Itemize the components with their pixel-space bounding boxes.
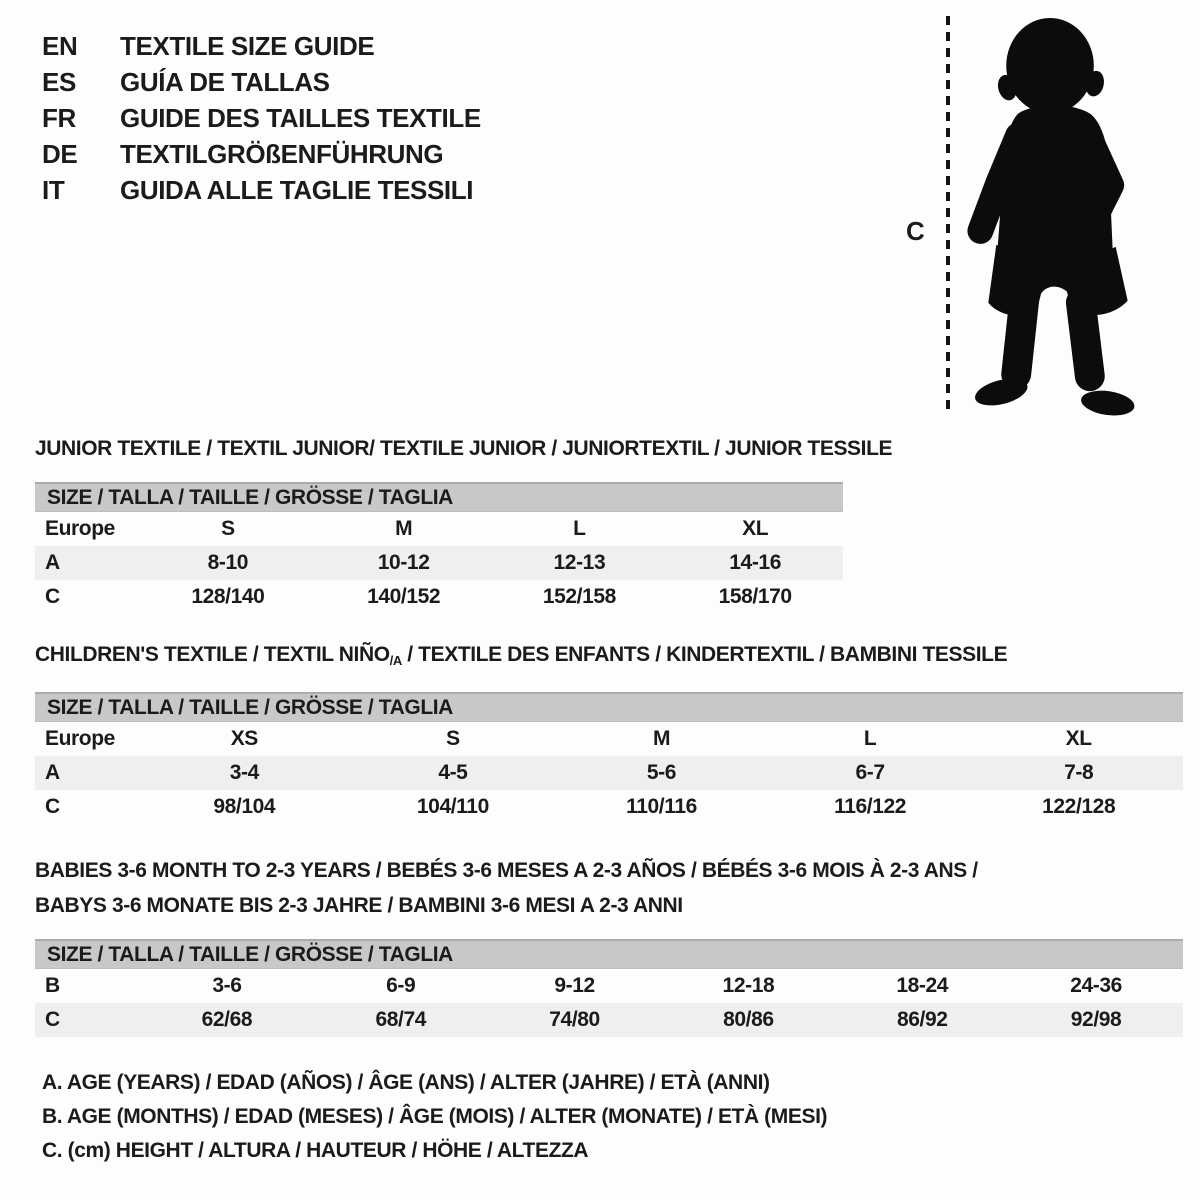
size-cell: XL (1065, 727, 1092, 750)
guide-title-es: GUÍA DE TALLAS (120, 67, 330, 97)
toddler-silhouette (960, 10, 1150, 418)
table-row-europe (35, 722, 1183, 756)
table-row-europe (35, 512, 843, 546)
language-row-en (42, 28, 481, 64)
table-row-height (35, 790, 1183, 824)
guide-title-de: TEXTILGRÖßENFÜHRUNG (120, 139, 444, 169)
size-cell: S (446, 727, 460, 750)
legend-height-cm: C. (cm) HEIGHT / ALTURA / HAUTEUR / HÖHE / ALTEZZA (42, 1139, 589, 1162)
legend-age-months: B. AGE (MONTHS) / EDAD (MESES) / ÂGE (MOIS) / ALTER (MONATE) / ETÀ (MESI) (42, 1105, 828, 1128)
size-header-band: SIZE / TALLA / TAILLE / GRÖSSE / TAGLIA (35, 482, 843, 512)
language-row-es (42, 64, 481, 100)
size-header-band: SIZE / TALLA / TAILLE / GRÖSSE / TAGLIA (35, 939, 1183, 969)
language-row-de (42, 136, 481, 172)
babies-textile-table (35, 853, 1183, 1037)
table-row-age (35, 756, 1183, 790)
row-label: Europe (45, 727, 115, 750)
size-cell: L (573, 517, 586, 540)
language-row-fr (42, 100, 481, 136)
age-cell: 18-24 (896, 974, 949, 997)
language-code: EN (42, 31, 78, 61)
age-cell: 3-4 (229, 761, 259, 784)
height-cell: 128/140 (191, 585, 265, 608)
row-label: Europe (45, 517, 115, 540)
table-row-height (35, 1003, 1183, 1037)
age-cell: 12-18 (722, 974, 775, 997)
title-part: / TEXTILE DES ENFANTS / KINDERTEXTIL / BAMBINI TESSILE (401, 643, 1008, 666)
age-cell: 3-6 (212, 974, 242, 997)
row-label: C (45, 1008, 60, 1031)
size-cell: XL (742, 517, 769, 540)
language-code: DE (42, 139, 78, 169)
age-cell: 10-12 (377, 551, 430, 574)
age-cell: 7-8 (1064, 761, 1094, 784)
size-header-band: SIZE / TALLA / TAILLE / GRÖSSE / TAGLIA (35, 692, 1183, 722)
junior-table-title: JUNIOR TEXTILE / TEXTIL JUNIOR/ TEXTILE JUNIOR / JUNIORTEXTIL / JUNIOR TESSILE (35, 437, 893, 460)
row-label: C (45, 795, 60, 818)
measure-legend (42, 1066, 827, 1168)
junior-textile-table (35, 437, 893, 614)
row-label: B (45, 974, 60, 997)
height-measure-line (946, 16, 950, 414)
height-cell: 158/170 (718, 585, 792, 608)
age-cell: 6-7 (855, 761, 885, 784)
legend-age-years: A. AGE (YEARS) / EDAD (AÑOS) / ÂGE (ANS) / ALTER (JAHRE) / ETÀ (ANNI) (42, 1071, 770, 1094)
babies-table-title (35, 853, 1183, 923)
height-cell: 68/74 (375, 1008, 427, 1031)
title-line-2: BABYS 3-6 MONATE BIS 2-3 JAHRE / BAMBINI 3-6 MESI A 2-3 ANNI (35, 894, 683, 917)
height-measure-label: C (906, 216, 925, 246)
size-cell: L (863, 727, 877, 750)
size-cell: M (395, 517, 413, 540)
size-cell: XS (230, 727, 258, 750)
age-cell: 24-36 (1070, 974, 1122, 997)
language-title-list (42, 28, 481, 208)
height-cell: 110/116 (626, 795, 697, 818)
age-cell: 6-9 (386, 974, 416, 997)
title-line-1: BABIES 3-6 MONTH TO 2-3 YEARS / BEBÉS 3-6 MESES A 2-3 AÑOS / BÉBÉS 3-6 MOIS À 2-3 ANS / (35, 859, 978, 882)
size-cell: S (221, 517, 235, 540)
title-part: CHILDREN'S TEXTILE / TEXTIL NIÑO (35, 643, 390, 666)
guide-title-it: GUIDA ALLE TAGLIE TESSILI (120, 175, 474, 205)
age-cell: 14-16 (729, 551, 781, 574)
childrens-table-title (35, 643, 1183, 669)
height-cell: 116/122 (834, 795, 907, 818)
height-cell: 74/80 (549, 1008, 600, 1031)
age-cell: 5-6 (646, 761, 677, 784)
language-code: ES (42, 67, 76, 97)
height-cell: 140/152 (367, 585, 441, 608)
table-row-height (35, 580, 843, 614)
age-cell: 12-13 (553, 551, 606, 574)
row-label: A (45, 551, 60, 574)
title-subscript: /A (389, 653, 402, 668)
table-row-age (35, 546, 843, 580)
height-cell: 98/104 (213, 795, 276, 818)
height-cell: 86/92 (896, 1008, 948, 1031)
height-cell: 104/110 (416, 795, 489, 818)
height-cell: 152/158 (542, 585, 616, 608)
height-cell: 80/86 (723, 1008, 774, 1031)
size-cell: M (652, 727, 671, 750)
guide-title-en: TEXTILE SIZE GUIDE (120, 31, 375, 61)
height-cell: 92/98 (1070, 1008, 1122, 1031)
height-cell: 62/68 (201, 1008, 253, 1031)
age-cell: 4-5 (438, 761, 468, 784)
row-label: C (45, 585, 60, 608)
height-cell: 122/128 (1042, 795, 1116, 818)
language-code: IT (42, 175, 65, 205)
row-label: A (45, 761, 60, 784)
language-code: FR (42, 103, 76, 133)
table-row-age-months (35, 969, 1183, 1003)
guide-title-fr: GUIDE DES TAILLES TEXTILE (120, 103, 481, 133)
language-row-it (42, 172, 481, 208)
age-cell: 8-10 (207, 551, 249, 574)
childrens-textile-table (35, 643, 1183, 824)
age-cell: 9-12 (554, 974, 595, 997)
